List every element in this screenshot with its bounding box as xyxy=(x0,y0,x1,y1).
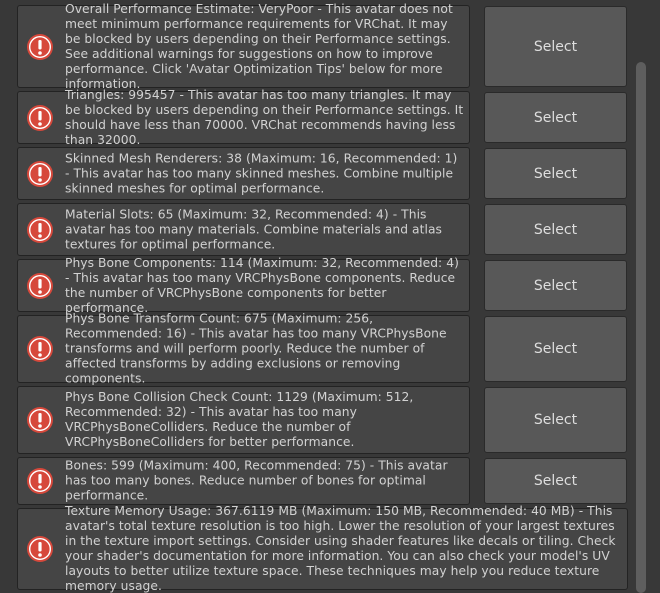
warning-message-box xyxy=(17,147,470,200)
error-exclamation-icon xyxy=(26,467,54,495)
warning-message-box xyxy=(17,1,470,91)
select-button[interactable]: Select xyxy=(484,204,627,255)
scrollbar[interactable] xyxy=(634,0,648,593)
warning-row xyxy=(0,255,630,315)
warning-message-box xyxy=(17,504,628,593)
warning-row xyxy=(0,457,630,505)
warning-row xyxy=(0,87,630,147)
warning-message-box xyxy=(17,457,470,505)
error-exclamation-icon xyxy=(26,535,54,563)
warning-text: Phys Bone Collision Check Count: 1129 (Maximum: 512, Recommended: 32) - This avatar has too many VRCPhysBoneColliders. Reduce the number of VRCPhysBoneColliders for better performance. xyxy=(65,390,414,449)
warning-row xyxy=(0,147,630,200)
warning-text: Phys Bone Components: 114 (Maximum: 32, Recommended: 4) - This avatar has too many VRCPhysBone components. Reduce the number of VRCPhysBone components for better performance. xyxy=(65,255,459,315)
warning-row xyxy=(0,386,630,454)
warning-message-box xyxy=(17,203,470,256)
warning-text: Phys Bone Transform Count: 675 (Maximum: 256, Recommended: 16) - This avatar has too many VRCPhysBone transforms and will perform poorly. Reduce the number of affected transforms by adding exclusions or removing components. xyxy=(65,311,447,386)
error-exclamation-icon xyxy=(26,160,54,188)
warning-text: Texture Memory Usage: 367.6119 MB (Maximum: 150 MB, Recommended: 40 MB) - This avatar's total texture resolution is too high. Lower the resolution of your largest textures in the texture import settings. Consider using shader features like decals or tiling. Check your shader's documentation for more information. You can also check your model's UV layouts to better utilize texture space. These techniques may help you reduce texture memory usage. xyxy=(65,504,616,593)
warning-message-box xyxy=(17,87,470,147)
scrollbar-thumb[interactable] xyxy=(636,62,646,593)
select-button[interactable]: Select xyxy=(484,148,627,199)
warning-message-box xyxy=(17,255,470,315)
error-exclamation-icon xyxy=(26,406,54,434)
select-button[interactable]: Select xyxy=(484,6,627,87)
warning-text: Triangles: 995457 - This avatar has too many triangles. It may be blocked by users depending on their Performance settings. It should have less than 70000. VRChat recommends having less than 32000. xyxy=(65,87,464,147)
select-button[interactable]: Select xyxy=(484,316,627,382)
select-button[interactable]: Select xyxy=(484,260,627,311)
error-exclamation-icon xyxy=(26,272,54,300)
warning-text: Material Slots: 65 (Maximum: 32, Recommended: 4) - This avatar has too many materials. Combine materials and atlas textures for optimal performance. xyxy=(65,207,443,251)
warning-row xyxy=(0,311,630,386)
select-button[interactable]: Select xyxy=(484,92,627,143)
warning-text: Bones: 599 (Maximum: 400, Recommended: 75) - This avatar has too many bones. Reduce number of bones for optimal performance. xyxy=(65,458,448,503)
warning-message-box xyxy=(17,311,470,386)
error-exclamation-icon xyxy=(26,33,54,61)
warning-row xyxy=(0,504,630,593)
error-exclamation-icon xyxy=(26,335,54,363)
warning-text: Overall Performance Estimate: VeryPoor - This avatar does not meet minimum performance requirements for VRChat. It may be blocked by users depending on their Performance settings. See additional warnings for suggestions on how to improve performance. Click 'Avatar Optimization Tips' below for more information. xyxy=(65,1,453,91)
warning-text: Skinned Mesh Renderers: 38 (Maximum: 16, Recommended: 1) - This avatar has too many skinned meshes. Combine multiple skinned meshes for optimal performance. xyxy=(65,151,458,195)
error-exclamation-icon xyxy=(26,216,54,244)
select-button[interactable]: Select xyxy=(484,387,627,453)
warning-row xyxy=(0,1,630,91)
warning-message-box xyxy=(17,386,470,454)
warning-row xyxy=(0,203,630,256)
select-button[interactable]: Select xyxy=(484,458,627,504)
error-exclamation-icon xyxy=(26,104,54,132)
